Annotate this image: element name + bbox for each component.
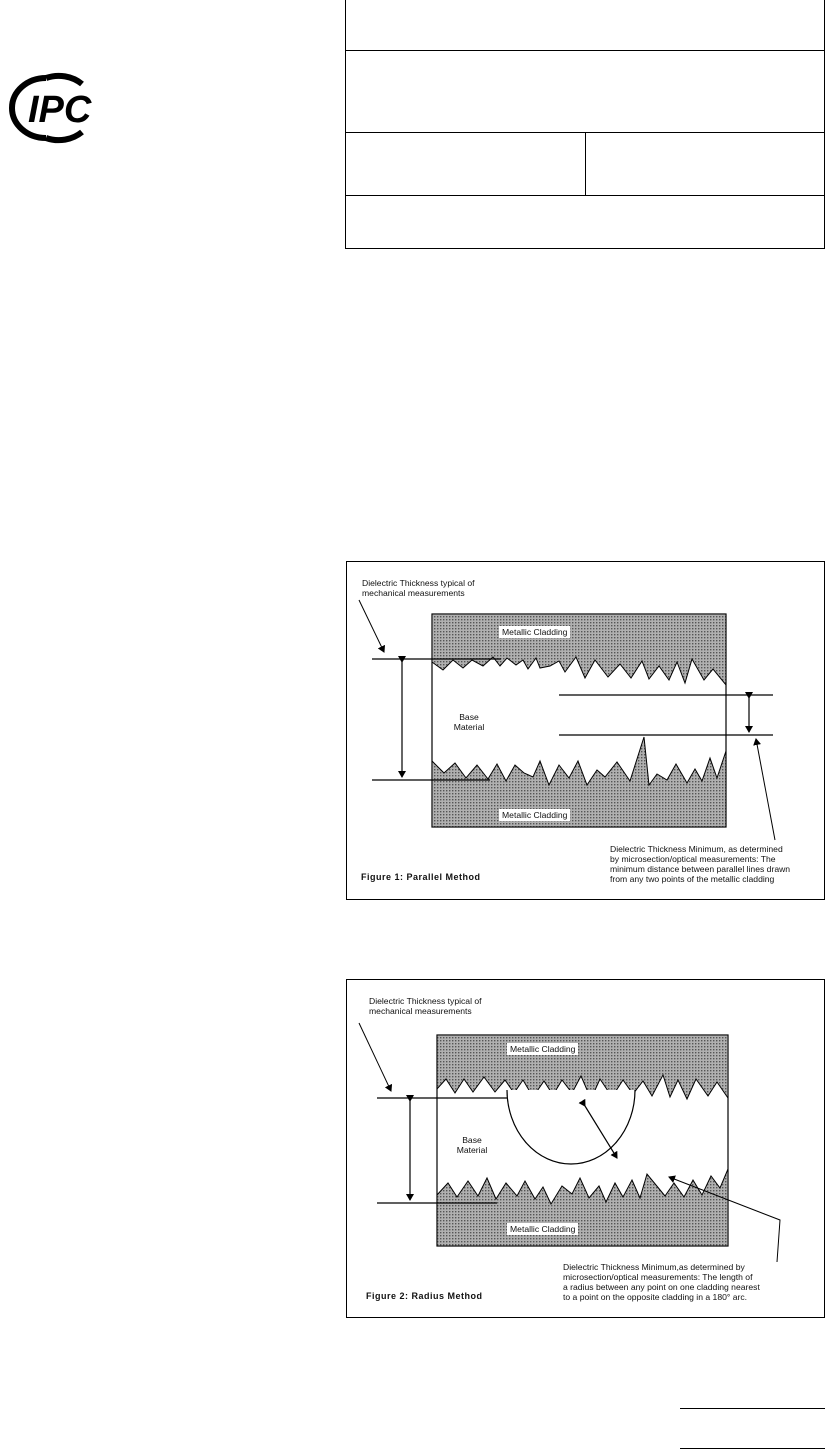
top-cladding-label: Metallic Cladding — [499, 626, 570, 638]
ipc-logo — [6, 72, 112, 144]
figure-2-caption: Figure 2: Radius Method — [366, 1291, 483, 1301]
header-row-divider — [346, 50, 824, 51]
top-cladding-label: Metallic Cladding — [507, 1043, 578, 1055]
base-material-line-1: Base — [459, 712, 479, 722]
callout-top-line-2: mechanical measurements — [362, 588, 465, 598]
base-material-label — [447, 712, 491, 732]
figure-2 — [346, 979, 825, 1318]
callout-top-line-1: Dielectric Thickness typical of — [362, 578, 475, 588]
footer-rule — [680, 1408, 825, 1409]
figure-1-caption: Figure 1: Parallel Method — [361, 872, 481, 882]
base-material-line-2: Material — [456, 1145, 488, 1155]
callout-top-line-1: Dielectric Thickness typical of — [369, 996, 482, 1006]
callout-bottom-line-2: microsection/optical measurements: The length of — [563, 1272, 753, 1282]
callout-bottom-line-4: from any two points of the metallic cladding — [610, 874, 775, 884]
callout-bottom-line-3: a radius between any point on one cladding nearest — [563, 1282, 760, 1292]
ipc-logo-icon — [6, 72, 112, 144]
footer-rule — [680, 1448, 825, 1449]
bottom-cladding-label: Metallic Cladding — [507, 1223, 578, 1235]
bottom-cladding-label: Metallic Cladding — [499, 809, 570, 821]
header-column-divider — [585, 133, 586, 195]
logo-text: IPC — [28, 89, 92, 131]
callout-top-line-2: mechanical measurements — [369, 1006, 472, 1016]
header-row-divider — [346, 195, 824, 196]
figure-1 — [346, 561, 825, 900]
callout-bottom-line-2: by microsection/optical measurements: The — [610, 854, 776, 864]
base-material-label — [450, 1135, 494, 1155]
callout-bottom-line-3: minimum distance between parallel lines drawn — [610, 864, 791, 874]
callout-bottom-line-4: to a point on the opposite cladding in a 180° arc. — [563, 1292, 748, 1302]
base-material-line-2: Material — [453, 722, 485, 732]
base-material-line-1: Base — [462, 1135, 482, 1145]
callout-bottom-line-1: Dielectric Thickness Minimum, as determined — [610, 844, 783, 854]
document-header-box — [345, 0, 825, 249]
callout-bottom-line-1: Dielectric Thickness Minimum,as determined by — [563, 1262, 745, 1272]
